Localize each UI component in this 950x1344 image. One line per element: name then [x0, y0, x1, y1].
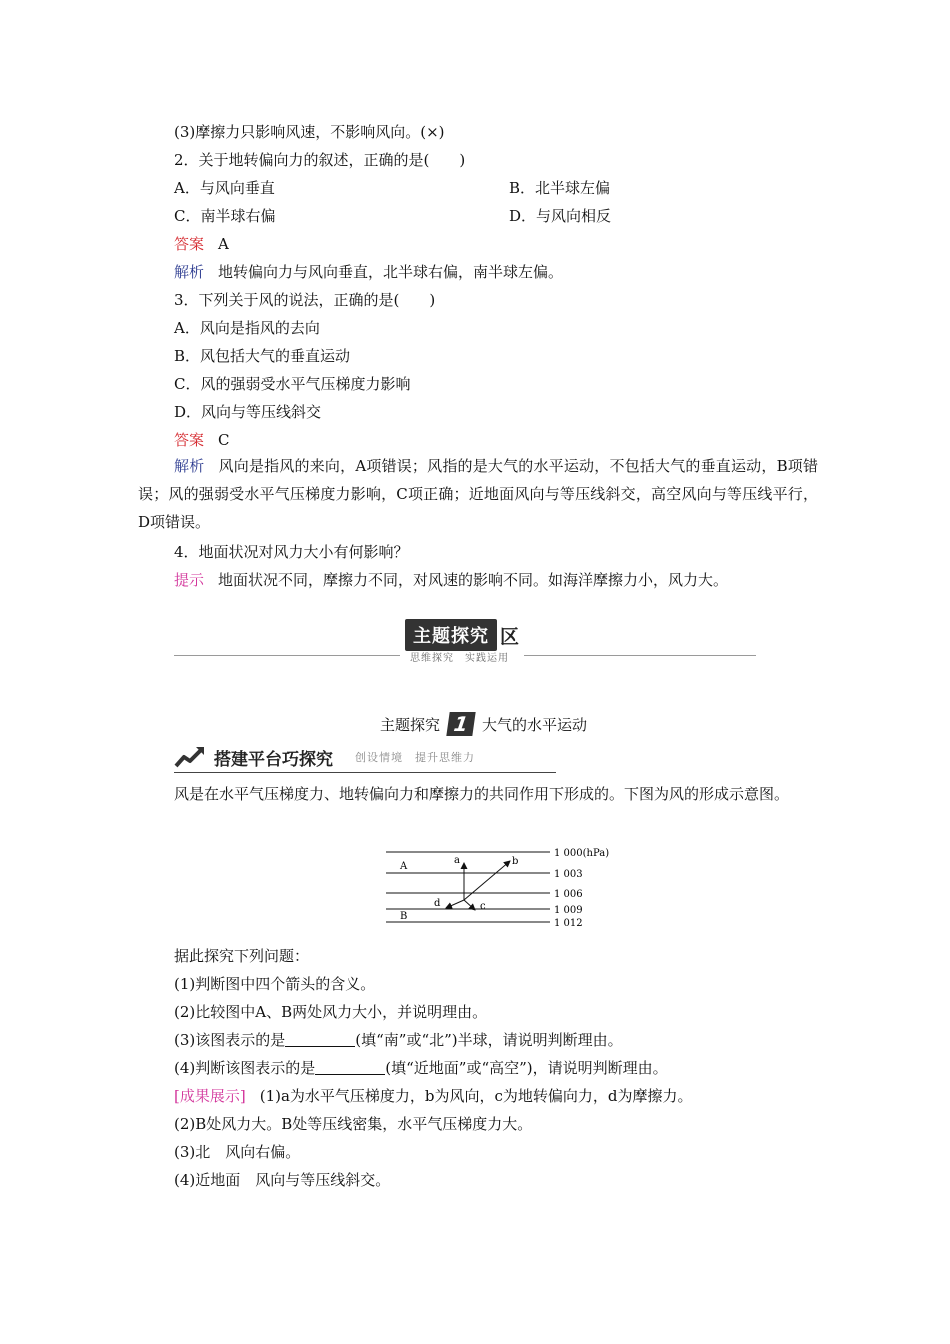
statement-3: (3)摩擦力只影响风速，不影响风向。(×)	[174, 123, 445, 141]
analysis-label: 解析	[174, 457, 205, 475]
arrow-label: d	[434, 898, 441, 909]
q4-hint	[174, 570, 728, 590]
arrow-d	[446, 900, 464, 908]
answer-label: 答案	[174, 431, 205, 449]
q3-analysis	[138, 452, 818, 536]
q2-analysis	[174, 262, 563, 282]
q2-option-b: B．北半球左偏	[509, 179, 611, 197]
q2-option-a: A．与风向垂直	[174, 179, 275, 197]
analysis-text: 风向是指风的来向，A项错误；风指的是大气的水平运动，不包括大气的垂直运动，B项错误；风的强弱受水平气压梯度力影响，C项正确；近地面风向与等压线斜交，高空风向与等压线平行，D项错误。	[138, 457, 818, 531]
explore-q4	[174, 1058, 668, 1078]
region-label: B	[400, 911, 408, 922]
explore-q3	[174, 1030, 623, 1050]
topic-number: 1	[446, 712, 475, 736]
q3-option-d: D．风向与等压线斜交	[174, 403, 322, 421]
trend-chart-icon	[174, 744, 206, 770]
banner-rule-right	[524, 655, 756, 656]
q2-option-d: D．与风向相反	[509, 207, 612, 225]
banner-tail: 区	[500, 625, 520, 648]
results-2: (2)B处风力大。B处等压线密集，水平气压梯度力大。	[174, 1115, 533, 1133]
intro-paragraph: 风是在水平气压梯度力、地转偏向力和摩擦力的共同作用下形成的。下图为风的形成示意图。	[174, 785, 790, 803]
topic-heading	[380, 712, 587, 736]
isobar-label: 1 000(hPa)	[554, 848, 610, 859]
q3-text-a: (3)该图表示的是	[174, 1031, 286, 1049]
hint-text: 地面状况不同，摩擦力不同，对风速的影响不同。如海洋摩擦力小，风力大。	[218, 571, 729, 589]
question-3-stem: 3．下列关于风的说法，正确的是( )	[174, 291, 436, 309]
question-2-stem: 2．关于地转偏向力的叙述，正确的是( )	[174, 151, 466, 169]
arrow-label: b	[512, 856, 519, 867]
banner-subtitle: 思维探究 实践运用	[410, 653, 509, 664]
results-4: (4)近地面 风向与等压线斜交。	[174, 1171, 391, 1189]
isobar-label: 1 003	[554, 869, 583, 880]
section-banner	[405, 620, 519, 650]
q3-option-a: A．风向是指风的去向	[174, 319, 320, 337]
fill-blank[interactable]	[285, 1032, 355, 1047]
banner-title: 主题探究	[405, 619, 497, 651]
explore-q2: (2)比较图中A、B两处风力大小，并说明理由。	[174, 1003, 488, 1021]
region-label: A	[400, 861, 408, 872]
section-title: 搭建平台巧探究	[214, 749, 333, 770]
arrow-label: a	[454, 855, 460, 866]
wind-formation-diagram	[384, 842, 624, 932]
arrow-label: c	[480, 901, 486, 912]
topic-title: 大气的水平运动	[482, 715, 588, 734]
isobar-label: 1 006	[554, 889, 583, 900]
explore-q1: (1)判断图中四个箭头的含义。	[174, 975, 376, 993]
answer-label: 答案	[174, 235, 205, 253]
question-4-stem: 4．地面状况对风力大小有何影响？	[174, 543, 409, 561]
analysis-label: 解析	[174, 263, 205, 281]
q4-text-a: (4)判断该图表示的是	[174, 1059, 316, 1077]
q2-answer	[174, 234, 229, 254]
answer-value: A	[218, 235, 229, 253]
q3-answer	[174, 430, 230, 450]
topic-prefix: 主题探究	[380, 715, 441, 734]
answer-value: C	[218, 431, 230, 449]
section-rule	[174, 772, 556, 773]
fill-blank[interactable]	[315, 1060, 385, 1075]
q3-option-b: B．风包括大气的垂直运动	[174, 347, 351, 365]
results-3: (3)北 风向右偏。	[174, 1143, 301, 1161]
q2-option-c: C．南半球右偏	[174, 207, 276, 225]
results-text: (1)a为水平气压梯度力，b为风向，c为地转偏向力，d为摩擦力。	[259, 1087, 693, 1105]
results-label: [成果展示]	[174, 1087, 246, 1105]
banner-rule-left	[174, 655, 400, 656]
arrow-b	[464, 861, 510, 900]
section-subtitle: 创设情境 提升思维力	[355, 751, 475, 764]
hint-label: 提示	[174, 571, 205, 589]
analysis-text: 地转偏向力与风向垂直，北半球右偏，南半球左偏。	[218, 263, 564, 281]
isobar-label: 1 012	[554, 918, 583, 929]
explore-lead: 据此探究下列问题：	[174, 947, 310, 965]
q4-text-b: (填“近地面”或“高空”)，请说明判断理由。	[385, 1059, 668, 1077]
q3-text-b: (填“南”或“北”)半球，请说明判断理由。	[355, 1031, 623, 1049]
isobar-label: 1 009	[554, 905, 583, 916]
q3-option-c: C．风的强弱受水平气压梯度力影响	[174, 375, 411, 393]
section-heading	[174, 744, 475, 770]
results-1	[174, 1086, 693, 1106]
